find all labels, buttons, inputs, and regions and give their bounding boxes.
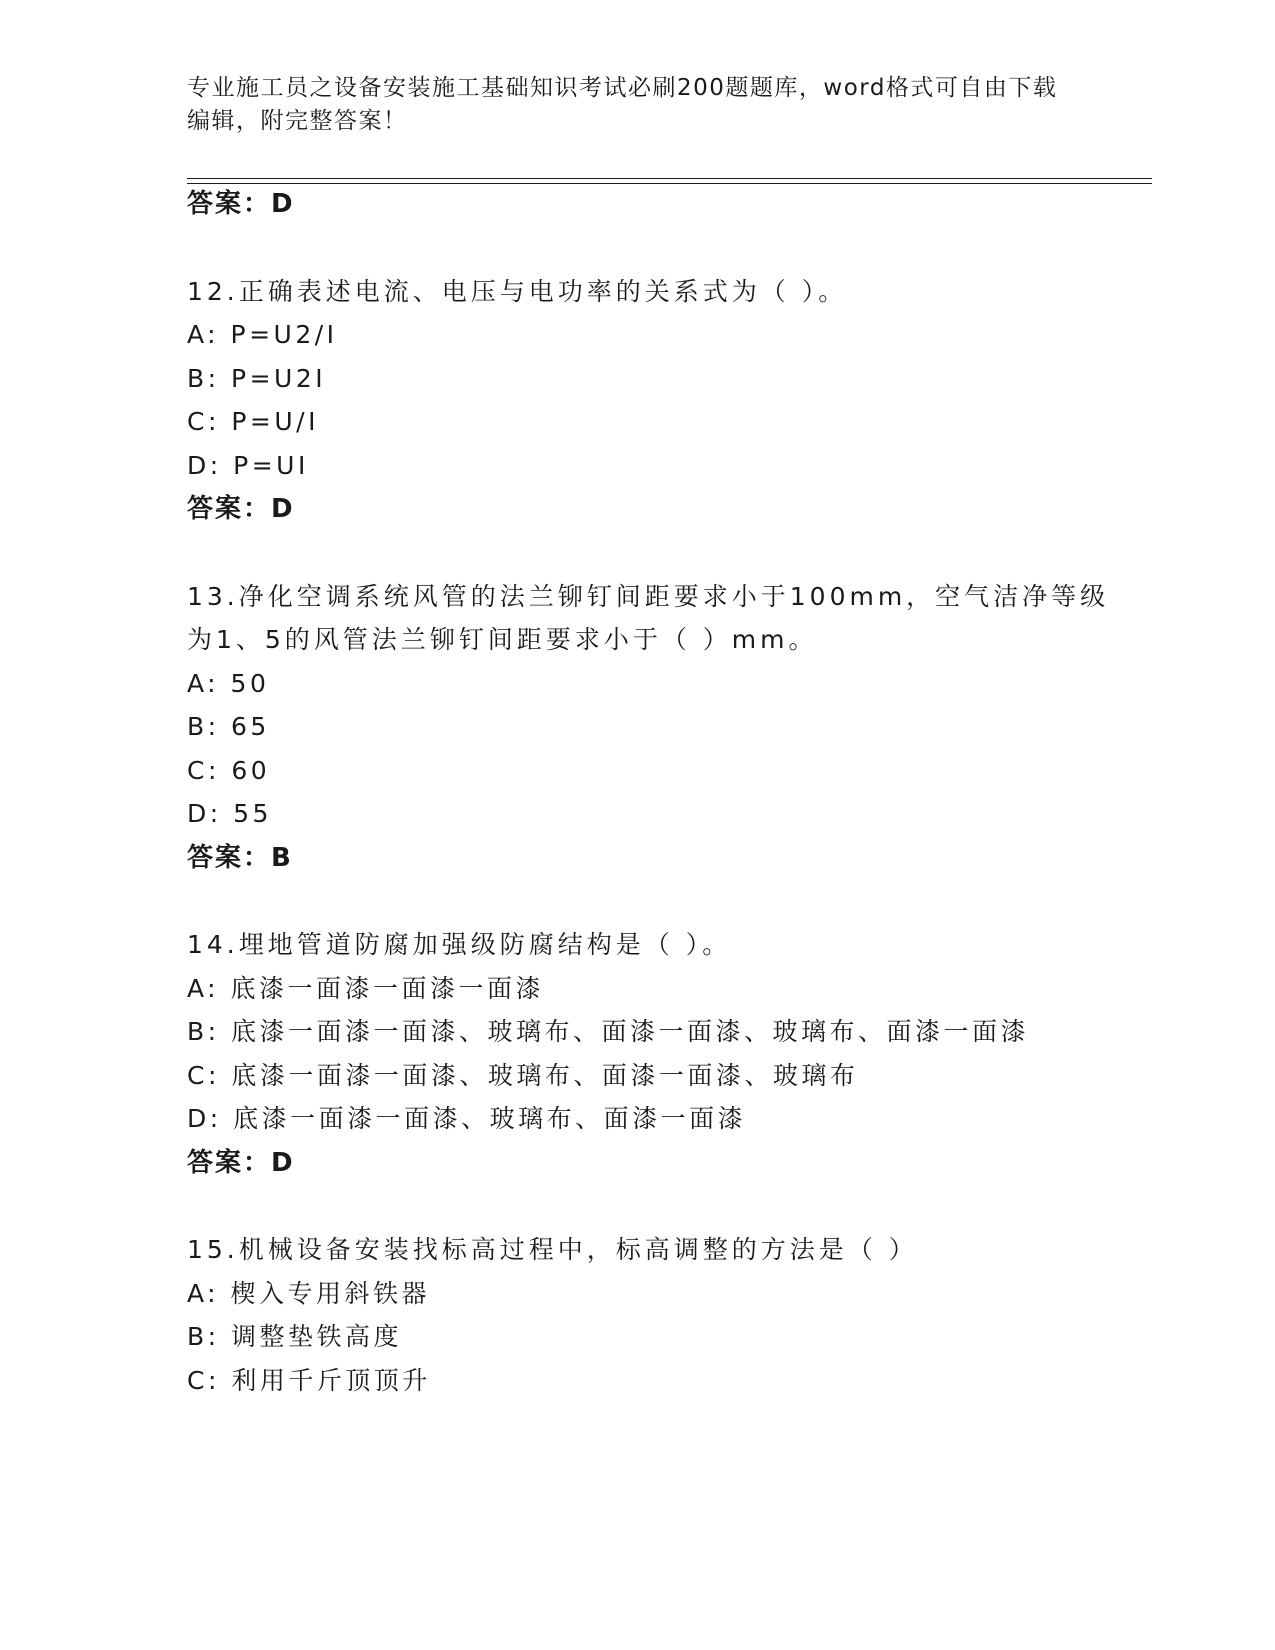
question-14-option-a: A: 底漆一面漆一面漆一面漆: [187, 974, 545, 1003]
question-12-answer: 答案：D: [187, 494, 295, 524]
question-12-text: 12.正确表述电流、电压与电功率的关系式为（ ）。: [187, 277, 848, 306]
question-12-option-b: B: P=U2I: [187, 364, 327, 393]
question-14-text: 14.埋地管道防腐加强级防腐结构是（ ）。: [187, 930, 732, 959]
question-13-answer: 答案：B: [187, 843, 293, 873]
question-14-option-d: D: 底漆一面漆一面漆、玻璃布、面漆一面漆: [187, 1104, 747, 1133]
question-12-option-c: C: P=U/I: [187, 407, 319, 436]
question-14-answer: 答案：D: [187, 1148, 295, 1178]
question-15-option-a: A: 楔入专用斜铁器: [187, 1279, 431, 1308]
question-14-option-b: B: 底漆一面漆一面漆、玻璃布、面漆一面漆、玻璃布、面漆一面漆: [187, 1017, 1030, 1046]
question-12-option-d: D: P=UI: [187, 451, 309, 480]
question-15-option-b: B: 调整垫铁高度: [187, 1322, 403, 1351]
document-header: [187, 72, 1087, 138]
header-rule-bottom: [187, 183, 1152, 184]
question-12-option-a: A: P=U2/I: [187, 320, 338, 349]
question-14-option-c: C: 底漆一面漆一面漆、玻璃布、面漆一面漆、玻璃布: [187, 1061, 859, 1090]
question-13-option-d: D: 55: [187, 799, 272, 828]
answer-line: 答案：D: [187, 189, 295, 219]
question-15-text: 15.机械设备安装找标高过程中，标高调整的方法是（ ）: [187, 1235, 918, 1264]
header-rule-top: [187, 178, 1152, 179]
question-13-text-line-1: 13.净化空调系统风管的法兰铆钉间距要求小于100mm，空气洁净等级: [187, 582, 1110, 611]
question-13-text-line-2: 为1、5的风管法兰铆钉间距要求小于（ ）mm。: [187, 625, 818, 654]
question-15-option-c: C: 利用千斤顶顶升: [187, 1366, 431, 1395]
question-13-option-a: A: 50: [187, 669, 270, 698]
header-line-1: 专业施工员之设备安装施工基础知识考试必刷200题题库，word格式可自由下载: [187, 75, 1058, 101]
question-13-option-c: C: 60: [187, 756, 271, 785]
header-line-2: 编辑，附完整答案！: [187, 108, 408, 134]
question-13-option-b: B: 65: [187, 712, 270, 741]
